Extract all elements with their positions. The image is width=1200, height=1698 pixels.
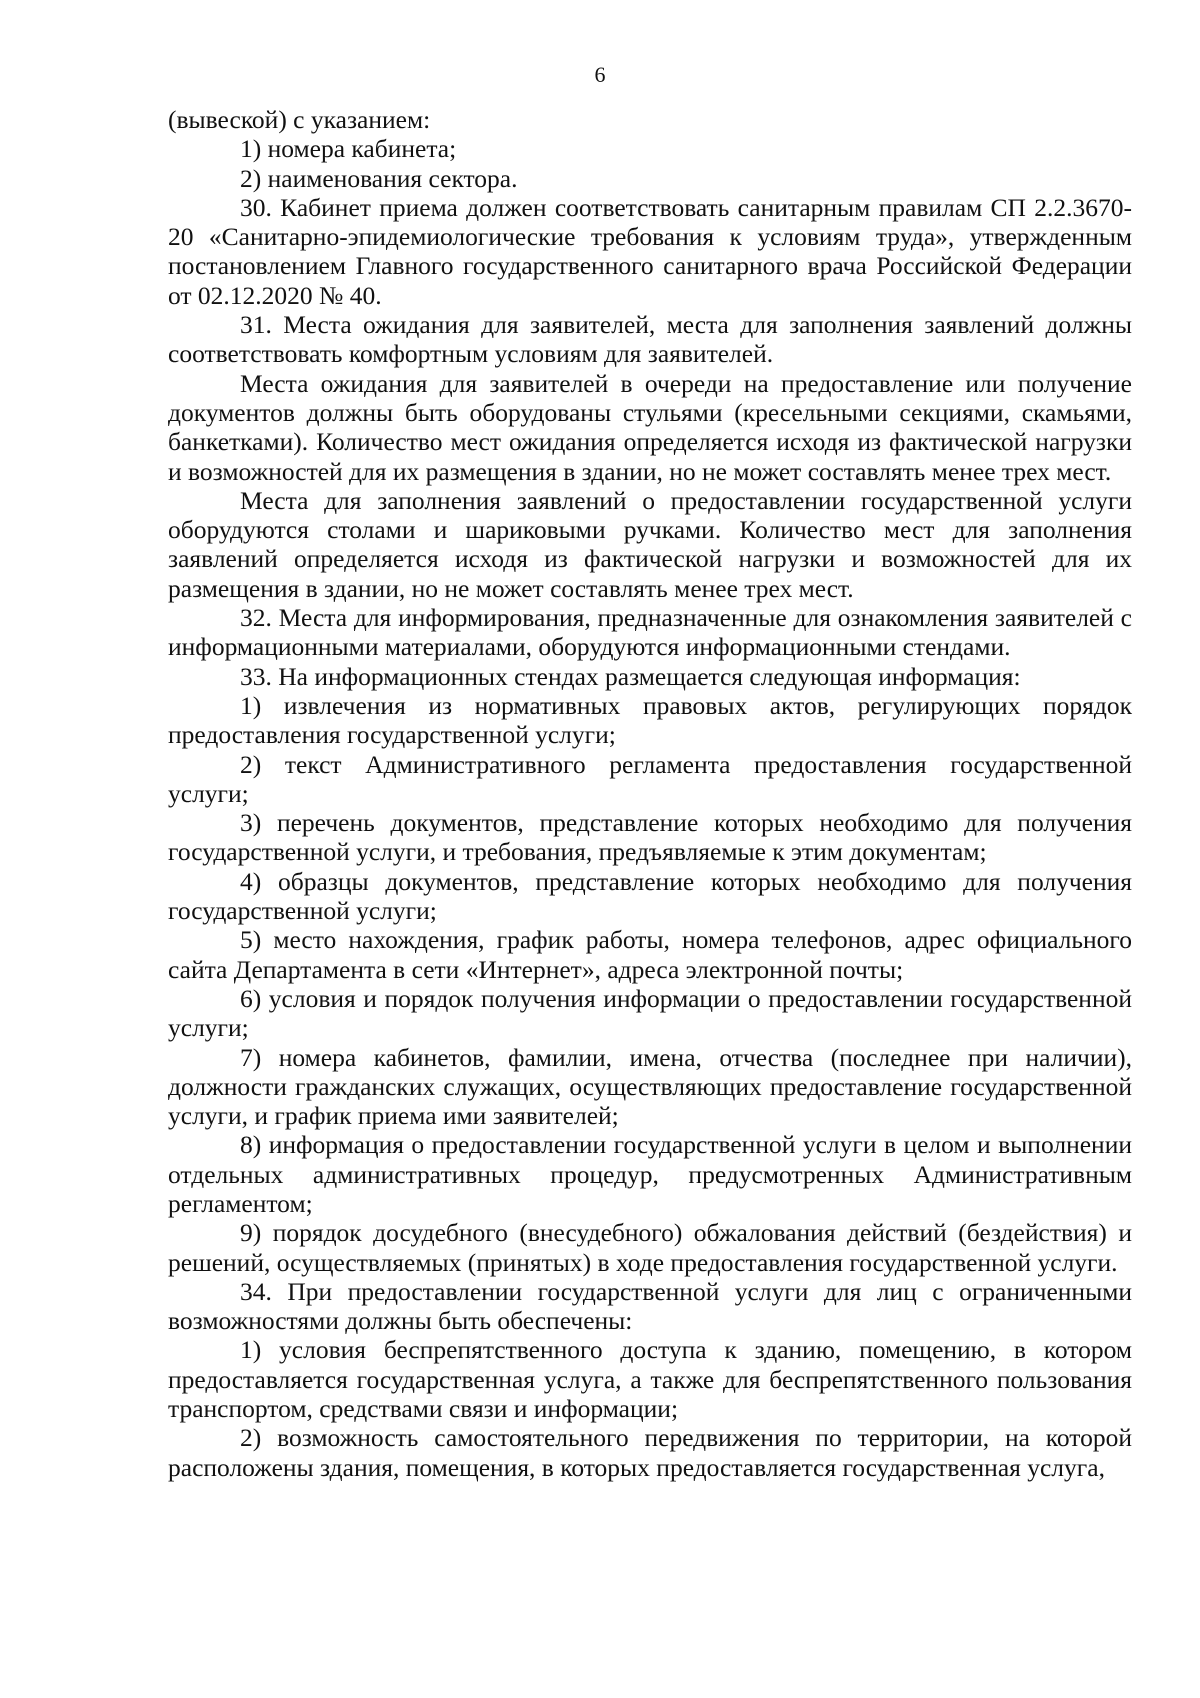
list-item: 3) перечень документов, представление которых необходимо для получения государственной услуги, и требования, предъявляемые к этим документам; bbox=[168, 808, 1132, 867]
list-item: 6) условия и порядок получения информации о предоставлении государственной услуги; bbox=[168, 983, 1132, 1043]
paragraph: Места ожидания для заявителей в очереди на предоставление или получение документов должны быть оборудованы стульями (кресельными секциями, скамьями, банкетками). Количество мест ожидания определяется исходя из фактической нагрузки и возможностей для их размещения в здании, но не может составлять менее трех мест. bbox=[168, 368, 1132, 486]
list-item: 7) номера кабинетов, фамилии, имена, отчества (последнее при наличии), должности гражданских служащих, осуществляющих предоставление государственной услуги, и график приема ими заявителей; bbox=[168, 1042, 1132, 1131]
paragraph: 31. Места ожидания для заявителей, места для заполнения заявлений должны соответствовать комфортным условиям для заявителей. bbox=[168, 310, 1132, 369]
paragraph: (вывеской) с указанием: bbox=[168, 105, 431, 134]
paragraph: 33. На информационных стендах размещается следующая информация: bbox=[240, 661, 1021, 691]
list-item: 1) номера кабинета; bbox=[240, 134, 457, 164]
list-item: 4) образцы документов, представление которых необходимо для получения государственной услуги; bbox=[168, 866, 1132, 926]
paragraph: 30. Кабинет приема должен соответствовать санитарным правилам СП 2.2.3670-20 «Санитарно-эпидемиологические требования к условиям труда», утвержденным постановлением Главного государственного санитарного врача Российской Федерации от 02.12.2020 № 40. bbox=[168, 192, 1132, 310]
paragraph: 34. При предоставлении государственной услуги для лиц с ограниченными возможностями должны быть обеспечены: bbox=[168, 1276, 1132, 1336]
document-body bbox=[168, 105, 1132, 1482]
list-item: 2) возможность самостоятельного передвижения по территории, на которой расположены здания, помещения, в которых предоставляется государственная услуга, bbox=[168, 1423, 1132, 1482]
page-number: 6 bbox=[594, 62, 606, 87]
list-item: 1) условия беспрепятственного доступа к зданию, помещению, в котором предоставляется государственная услуга, а также для беспрепятственного пользования транспортом, средствами связи и информации; bbox=[168, 1335, 1132, 1424]
list-item: 8) информация о предоставлении государственной услуги в целом и выполнении отдельных административных процедур, предусмотренных Административным регламентом; bbox=[168, 1130, 1132, 1218]
list-item: 2) наименования сектора. bbox=[240, 163, 518, 193]
list-item: 5) место нахождения, график работы, номера телефонов, адрес официального сайта Департамента в сети «Интернет», адреса электронной почты; bbox=[168, 925, 1132, 984]
paragraph: 32. Места для информирования, предназначенные для ознакомления заявителей с информационными материалами, оборудуются информационными стендами. bbox=[168, 603, 1132, 662]
list-item: 9) порядок досудебного (внесудебного) обжалования действий (бездействия) и решений, осуществляемых (принятых) в ходе предоставления государственной услуги. bbox=[168, 1218, 1132, 1277]
list-item: 1) извлечения из нормативных правовых актов, регулирующих порядок предоставления государственной услуги; bbox=[168, 690, 1132, 750]
list-item: 2) текст Административного регламента предоставления государственной услуги; bbox=[168, 749, 1132, 808]
paragraph: Места для заполнения заявлений о предоставлении государственной услуги оборудуются столами и шариковыми ручками. Количество мест для заполнения заявлений определяется исходя из фактической нагрузки и возможностей для их размещения в здании, но не может составлять менее трех мест. bbox=[168, 485, 1132, 603]
